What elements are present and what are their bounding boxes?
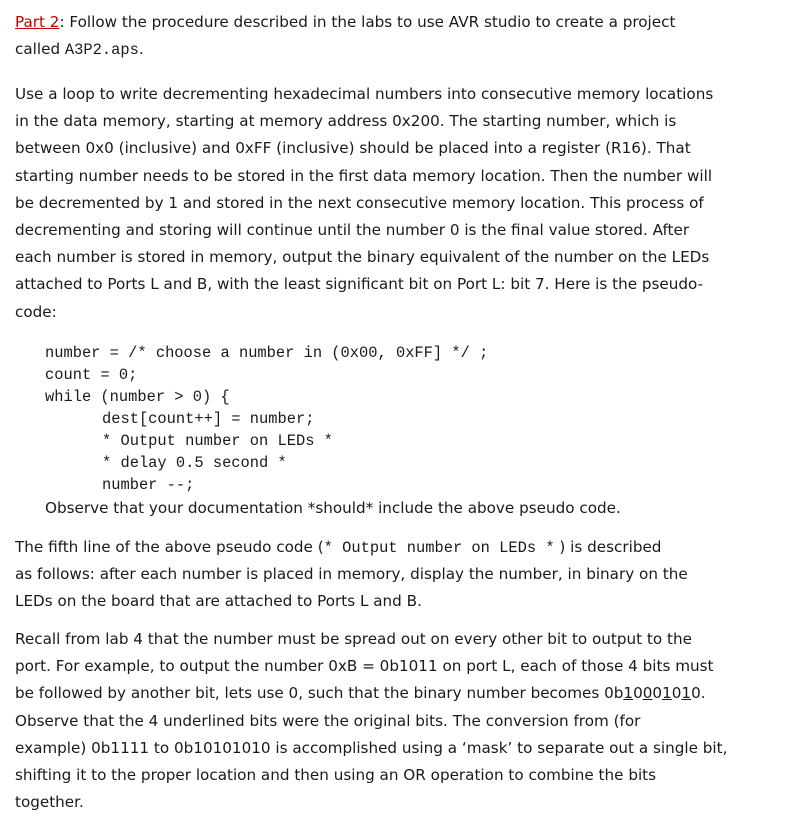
part-heading-line: [15, 9, 785, 36]
project-filename: A3P2.aps: [64, 41, 139, 60]
recall-line-binary: [15, 680, 785, 707]
code-line-output: * Output number on LEDs *: [102, 432, 333, 450]
binary-bit: 0: [671, 684, 682, 703]
recall-paragraph: [15, 626, 785, 816]
code-line-number: number = /* choose a number in (0x00, 0xFF] */ ;: [45, 344, 489, 362]
part-label: Part 2: [15, 13, 60, 31]
intro-line: decrementing and storing will continue until the number 0 is the final value stored. After: [15, 220, 690, 239]
recall-line: port. For example, to output the number 0xB = 0b1011 on port L, each of those 4 bits must: [15, 657, 714, 676]
code-line-while: while (number > 0) {: [45, 388, 230, 406]
fifth-line-paragraph: [15, 534, 785, 616]
recall-line: Observe that the 4 underlined bits were the original bits. The conversion from (for: [15, 711, 641, 730]
fifth-line-suffix: ) is described: [554, 538, 662, 556]
intro-line: between 0x0 (inclusive) and 0xFF (inclusive) should be placed into a register (R16). That: [15, 139, 691, 158]
fifth-line-second: as follows: after each number is placed in memory, display the number, in binary on the: [15, 565, 688, 584]
observe-code-note: Observe that your documentation *should* include the above pseudo code.: [45, 499, 621, 517]
intro-line: each number is stored in memory, output the binary equivalent of the number on the LEDs: [15, 248, 710, 267]
intro-line: starting number needs to be stored in the first data memory location. Then the number will: [15, 166, 713, 185]
binary-bit-underlined: 1: [681, 684, 692, 703]
intro-line: attached to Ports L and B, with the least significant bit on Port L: bit 7. Here is the pseudo-: [15, 275, 704, 294]
recall-line: together.: [15, 793, 84, 812]
part-heading-paragraph: [15, 9, 785, 63]
project-name-line: [15, 36, 785, 63]
project-name-prefix: called: [15, 40, 65, 59]
recall-binary-prefix: be followed by another bit, lets use 0, such that the binary number becomes 0b: [15, 684, 624, 703]
binary-bit-underlined: 0: [642, 684, 653, 703]
code-line-count: count = 0;: [45, 366, 138, 384]
code-line-dest: dest[count++] = number;: [102, 410, 315, 428]
binary-bit-underlined: 1: [623, 684, 634, 703]
code-line-delay: * delay 0.5 second *: [102, 454, 287, 472]
recall-binary-suffix: .: [700, 684, 706, 703]
project-name-suffix: .: [138, 40, 144, 59]
binary-bit: 0: [633, 684, 643, 703]
fifth-line-first: [15, 534, 785, 561]
fifth-line-third: LEDs on the board that are attached to Ports L and B.: [15, 592, 422, 611]
code-line-decrement: number --;: [102, 476, 195, 494]
fifth-line-code: * Output number on LEDs *: [323, 539, 555, 557]
intro-paragraph: [15, 81, 785, 326]
recall-line: Recall from lab 4 that the number must be spread out on every other bit to output to the: [15, 630, 692, 648]
binary-bit: 0: [652, 684, 663, 703]
intro-line: in the data memory, starting at memory address 0x200. The starting number, which is: [15, 112, 677, 131]
binary-bit-underlined: 1: [662, 684, 672, 703]
fifth-line-prefix: The fifth line of the above pseudo code (: [15, 538, 324, 556]
part-heading-text: : Follow the procedure described in the labs to use AVR studio to create a project: [59, 13, 676, 31]
recall-line: shifting it to the proper location and then using an OR operation to combine the bits: [15, 765, 657, 784]
intro-line: Use a loop to write decrementing hexadecimal numbers into consecutive memory locations: [15, 85, 714, 103]
binary-bit: 0: [691, 684, 701, 703]
intro-line: code:: [15, 302, 57, 321]
intro-line: be decremented by 1 and stored in the next consecutive memory location. This process of: [15, 193, 704, 212]
recall-line: example) 0b1111 to 0b10101010 is accomplished using a ‘mask’ to separate out a single bit,: [15, 738, 728, 757]
